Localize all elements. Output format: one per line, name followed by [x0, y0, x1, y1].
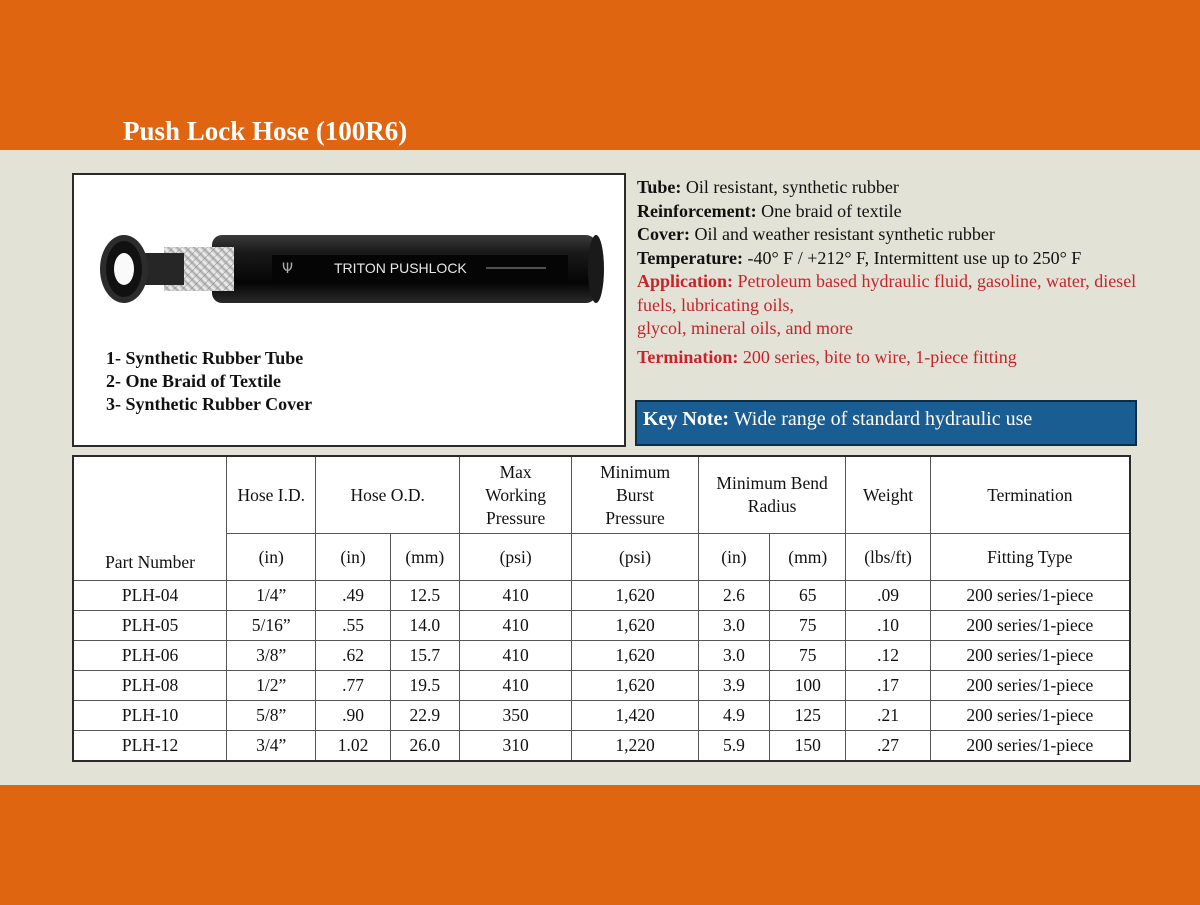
hose-image-panel [72, 173, 626, 447]
table-units-row [73, 534, 1130, 581]
unit-weight: (lbs/ft) [846, 534, 930, 581]
unit-max-pressure: (psi) [459, 534, 571, 581]
cell-bend-in: 5.9 [698, 731, 769, 762]
cell-term: 200 series/1-piece [930, 641, 1130, 671]
cell-weight: .17 [846, 671, 930, 701]
cell-bend-in: 3.0 [698, 641, 769, 671]
spec-application: Application: Petroleum based hydraulic fluid, gasoline, water, diesel fuels, lubricating oils, [637, 271, 1137, 315]
cell-bend-mm: 75 [770, 611, 846, 641]
bottom-orange-band [0, 785, 1200, 905]
cell-id: 3/8” [227, 641, 316, 671]
spec-tube: Tube: Oil resistant, synthetic rubber [637, 177, 899, 197]
cell-part: PLH-12 [73, 731, 227, 762]
cell-bend-mm: 65 [770, 581, 846, 611]
cell-od-mm: 19.5 [390, 671, 459, 701]
spec-description [637, 176, 1157, 369]
cell-weight: .27 [846, 731, 930, 762]
cell-term: 200 series/1-piece [930, 731, 1130, 762]
layer-item: 3- Synthetic Rubber Cover [106, 394, 313, 414]
cell-od-mm: 12.5 [390, 581, 459, 611]
cell-bend-in: 4.9 [698, 701, 769, 731]
cell-max-psi: 350 [459, 701, 571, 731]
spec-table [72, 455, 1131, 762]
unit-burst-pressure: (psi) [572, 534, 698, 581]
cell-id: 1/4” [227, 581, 316, 611]
spec-temperature: Temperature: -40° F / +212° F, Intermittent use up to 250° F [637, 247, 1082, 268]
header-max-pressure: Max Working Pressure [459, 456, 571, 534]
trident-logo: Ψ [282, 261, 294, 277]
header-burst-pressure: Minimum Burst Pressure [572, 456, 698, 534]
cell-part: PLH-10 [73, 701, 227, 731]
layer-item: 1- Synthetic Rubber Tube [106, 348, 304, 368]
cell-burst-psi: 1,420 [572, 701, 698, 731]
cell-od-in: 1.02 [316, 731, 390, 762]
table-row [73, 701, 1130, 731]
cell-od-mm: 26.0 [390, 731, 459, 762]
cell-burst-psi: 1,220 [572, 731, 698, 762]
cell-term: 200 series/1-piece [930, 611, 1130, 641]
spec-application-continued: glycol, mineral oils, and more [637, 318, 853, 338]
unit-od-mm: (mm) [390, 534, 459, 581]
cell-term: 200 series/1-piece [930, 701, 1130, 731]
table-row [73, 581, 1130, 611]
layer-item: 2- One Braid of Textile [106, 371, 281, 391]
table-row [73, 731, 1130, 762]
cell-burst-psi: 1,620 [572, 671, 698, 701]
cell-id: 3/4” [227, 731, 316, 762]
cell-part: PLH-05 [73, 611, 227, 641]
spec-termination: Termination: 200 series, bite to wire, 1-piece fitting [637, 346, 1017, 367]
cell-bend-in: 2.6 [698, 581, 769, 611]
cell-weight: .12 [846, 641, 930, 671]
key-note-banner: Key Note: Wide range of standard hydraulic use [635, 400, 1137, 446]
unit-bend-mm: (mm) [770, 534, 846, 581]
header-hose-id: Hose I.D. [227, 456, 316, 534]
cell-part: PLH-04 [73, 581, 227, 611]
header-bend-radius: Minimum Bend Radius [698, 456, 846, 534]
header-termination: Termination [930, 456, 1130, 534]
cell-id: 5/8” [227, 701, 316, 731]
page-title: Push Lock Hose (100R6) [123, 116, 408, 146]
spec-reinforcement: Reinforcement: One braid of textile [637, 200, 902, 221]
cell-weight: .21 [846, 701, 930, 731]
cell-bend-in: 3.9 [698, 671, 769, 701]
cell-max-psi: 410 [459, 581, 571, 611]
unit-bend-in: (in) [698, 534, 769, 581]
cell-weight: .10 [846, 611, 930, 641]
cell-bend-mm: 75 [770, 641, 846, 671]
cell-id: 1/2” [227, 671, 316, 701]
unit-od-in: (in) [316, 534, 390, 581]
header-part-number: Part Number [73, 456, 227, 581]
cell-max-psi: 410 [459, 641, 571, 671]
table-row [73, 641, 1130, 671]
cell-burst-psi: 1,620 [572, 641, 698, 671]
cell-od-mm: 22.9 [390, 701, 459, 731]
cell-od-mm: 14.0 [390, 611, 459, 641]
cell-term: 200 series/1-piece [930, 581, 1130, 611]
cell-od-in: .62 [316, 641, 390, 671]
cell-max-psi: 410 [459, 611, 571, 641]
unit-termination: Fitting Type [930, 534, 1130, 581]
cell-bend-in: 3.0 [698, 611, 769, 641]
cell-burst-psi: 1,620 [572, 611, 698, 641]
table-row [73, 611, 1130, 641]
table-header-row [73, 456, 1130, 534]
cell-part: PLH-06 [73, 641, 227, 671]
cell-od-mm: 15.7 [390, 641, 459, 671]
cell-max-psi: 410 [459, 671, 571, 701]
unit-hose-id: (in) [227, 534, 316, 581]
cell-od-in: .49 [316, 581, 390, 611]
cell-max-psi: 310 [459, 731, 571, 762]
cell-bend-mm: 150 [770, 731, 846, 762]
cell-part: PLH-08 [73, 671, 227, 701]
cell-od-in: .55 [316, 611, 390, 641]
cell-weight: .09 [846, 581, 930, 611]
hose-cutaway-illustration [94, 233, 604, 305]
cell-bend-mm: 125 [770, 701, 846, 731]
cell-id: 5/16” [227, 611, 316, 641]
header-weight: Weight [846, 456, 930, 534]
header-hose-od: Hose O.D. [316, 456, 460, 534]
cell-od-in: .90 [316, 701, 390, 731]
cell-term: 200 series/1-piece [930, 671, 1130, 701]
cell-burst-psi: 1,620 [572, 581, 698, 611]
table-row [73, 671, 1130, 701]
cell-od-in: .77 [316, 671, 390, 701]
hose-brand-text: TRITON PUSHLOCK [334, 260, 467, 276]
hose-layer-list [106, 347, 312, 416]
cell-bend-mm: 100 [770, 671, 846, 701]
spec-cover: Cover: Oil and weather resistant synthetic rubber [637, 224, 995, 244]
